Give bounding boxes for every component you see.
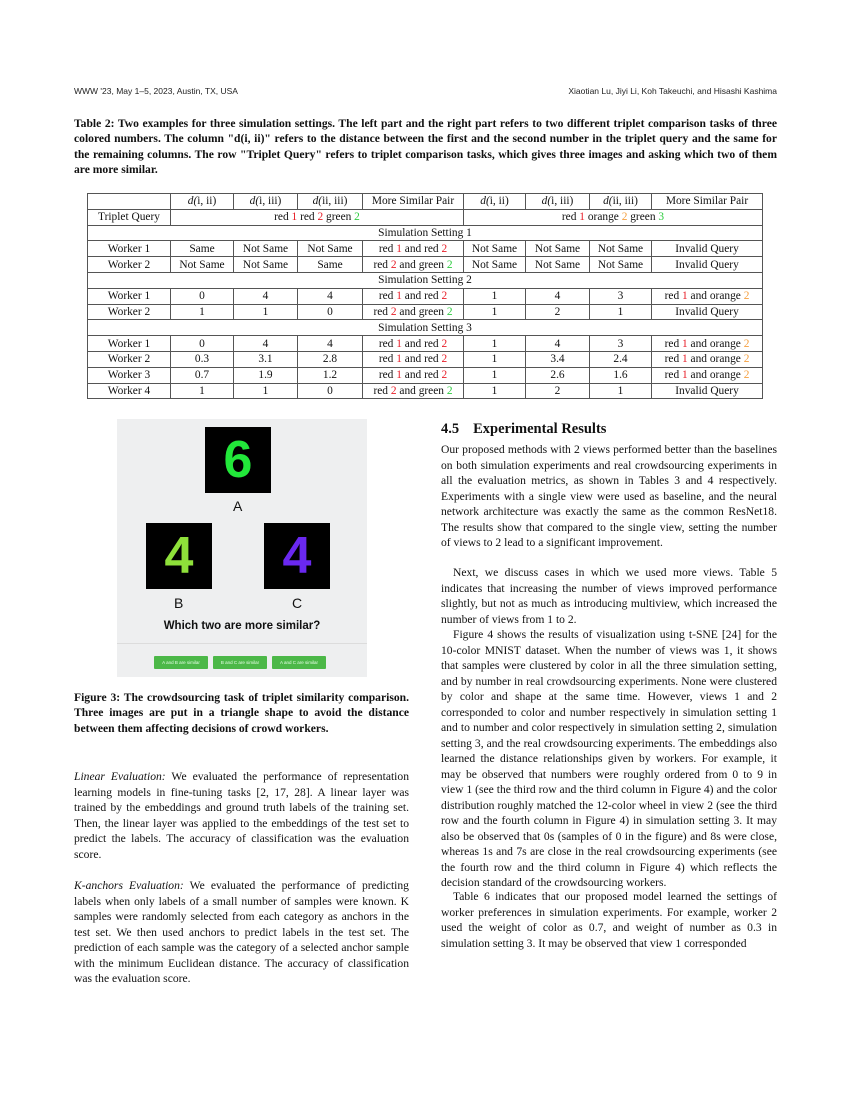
table-caption: Table 2: Two examples for three simulation settings. The left part and the right part refers to two different triplet comparison tasks of three colored numbers. The column "d(i, ii)" refers to the distance between the first and the second number in the triplet query and the same for the remaining columns. The row "Triplet Query" refers to triplet comparison tasks, which gives three images and asking which two of them are more similar. — [74, 117, 777, 177]
pair-text: red — [297, 211, 318, 224]
colored-number: 2 — [441, 353, 448, 366]
table-row — [88, 383, 763, 399]
table-cell — [363, 367, 464, 383]
table-cell — [363, 336, 464, 352]
table-cell: Invalid Query — [652, 383, 763, 399]
pair-text: and orange — [687, 337, 744, 350]
table-cell: Worker 1 — [88, 288, 171, 304]
table-cell: Not Same — [464, 241, 526, 257]
section-number: 4.5 — [441, 421, 460, 437]
pair-text: and orange — [687, 290, 744, 303]
table-row — [88, 336, 763, 352]
section-title: Simulation Setting 3 — [88, 320, 763, 336]
table-cell: 1 — [464, 336, 526, 352]
table-cell: 2 — [526, 304, 590, 320]
pair-text: red — [664, 290, 682, 303]
body-paragraph-2: Next, we discuss cases in which we used more views. Table 5 indicates that increasing the number of views improved performance slightly, but not as much as introducing multiview, which increased the number of views from 1 to 2. — [441, 566, 777, 626]
section-row — [88, 225, 763, 241]
column-header: d(i, ii) — [464, 194, 526, 210]
colored-number: 1 — [291, 211, 298, 224]
table-cell: 1 — [590, 383, 652, 399]
column-header: d(ii, iii) — [590, 194, 652, 210]
linear-evaluation-paragraph — [74, 769, 409, 862]
colored-number: 2 — [390, 305, 397, 318]
body-paragraph-3: Figure 4 shows the results of visualization using t-SNE [24] for the 10-color MNIST dataset. When the number of views was 1, it shows that samples were clustered by color in all the three simulation setting, and by number in real crowdsourcing experiments. None were clustered by color and shape at the same time. However, views 1 and 2 corresponded to color and number respectively in simulation setting 1 and to number and color respectively in simulation setting 2, simulation setting 3, and the real crowdsourcing experiments. The embeddings also learned the distance relationships given by workers. For example, it may be observed that numbers were roughly ordered from 0 to 9 in view 1 (see the third row and the third column in Figure 4) and the color distribution roughly matched the 12-color wheel in view 2 (see the third row and the fourth column in Figure 4) in simulation setting 3. It may also be observed that 0s (samples of 0 in the figure) and 8s were close, whereas 1s and 7s are close in the real crowdsourcing experiments (see the fourth row and the third column in Figure 4) which reflects the decision standard of the crowdsourcing workers. — [441, 628, 777, 889]
table-cell: 3 — [590, 288, 652, 304]
kanchors-text: We evaluated the performance of predicting labels when only labels of a small number of samples were known. K samples were randomly selected from each category as anchors in the test set. We then used anchors to predict labels in the test set. The prediction of each sample was the category of a selected anchor sample with the minimum Euclidean distance. The accuracy of classification was the evaluation score. — [74, 879, 409, 985]
pair-text: red — [378, 337, 397, 350]
ab-similar-button[interactable]: A and B are similar — [154, 656, 208, 669]
linear-evaluation-text: We evaluated the performance of representation learning models in fine-tuning tasks [2, 17, 28]. A linear layer was trained by the embeddings and ground truth labels of the training set. Then, the linear layer was applied to the embeddings of the test set to predict the labels. The accuracy of classification was the evaluation score. — [74, 770, 409, 861]
table-cell: 1.6 — [590, 367, 652, 383]
table-cell: Worker 1 — [88, 336, 171, 352]
table-cell: 0.7 — [171, 367, 234, 383]
pair-text: and green — [396, 384, 447, 397]
pair-text: and orange — [687, 353, 744, 366]
column-header: More Similar Pair — [363, 194, 464, 210]
pair-text: red — [664, 353, 682, 366]
pair-text: red — [373, 305, 391, 318]
table-cell — [363, 241, 464, 257]
table-cell — [652, 336, 763, 352]
colored-number: 2 — [441, 369, 448, 382]
table-cell: 1 — [464, 351, 526, 367]
table-cell: Worker 2 — [88, 304, 171, 320]
table-cell: 1 — [234, 304, 298, 320]
table-cell: 4 — [234, 336, 298, 352]
colored-number: 1 — [682, 290, 688, 303]
column-header: d(i, iii) — [526, 194, 590, 210]
image-a: 6 — [205, 427, 271, 493]
table-cell: Same — [171, 241, 234, 257]
section-title: Simulation Setting 2 — [88, 272, 763, 288]
linear-evaluation-title: Linear Evaluation: — [74, 770, 166, 783]
table-cell: 2.8 — [298, 351, 363, 367]
figure-caption: Figure 3: The crowdsourcing task of triplet similarity comparison. Three images are put in a triangle shape to avoid the distance between them affecting decisions of crowd workers. — [74, 691, 409, 735]
table-cell: 1 — [234, 383, 298, 399]
table-cell: 4 — [298, 288, 363, 304]
table-cell: 1 — [590, 304, 652, 320]
image-c: 4 — [264, 523, 330, 589]
label-a: A — [233, 498, 243, 514]
pair-text: and red — [401, 242, 442, 255]
table-cell: Not Same — [590, 257, 652, 273]
ac-similar-button[interactable]: A and C are similar — [272, 656, 326, 669]
table-cell: Worker 1 — [88, 241, 171, 257]
table-cell: 4 — [526, 288, 590, 304]
table-cell: 1 — [464, 383, 526, 399]
table-cell — [652, 288, 763, 304]
table-cell: 1.2 — [298, 367, 363, 383]
pair-text: red — [373, 258, 391, 271]
table-cell — [652, 351, 763, 367]
pair-text: and green — [396, 258, 447, 271]
pair-text: red — [378, 290, 397, 303]
crowdsourcing-figure — [117, 419, 367, 677]
bc-similar-button[interactable]: B and C are similar — [213, 656, 267, 669]
table-cell: 1 — [171, 304, 234, 320]
colored-number: 2 — [441, 242, 448, 255]
body-paragraph-1: Our proposed methods with 2 views performed better than the baselines on both simulation experiments and real crowdsourcing experiments in all the evaluation metrics, as shown in Tables 3 and 4 respectively. Experiments with a single view were used as baseline, and the neural network architecture was exactly the same as the common ResNet18. The results show that compared to the single view, setting the number of views to 2 lead to a significant improvement. — [441, 443, 777, 549]
table-cell: 1 — [171, 383, 234, 399]
table-cell: 0 — [298, 383, 363, 399]
section-row — [88, 320, 763, 336]
colored-number: 2 — [317, 211, 324, 224]
table-cell: Not Same — [234, 257, 298, 273]
column-header: d(i, ii) — [171, 194, 234, 210]
colored-number: 1 — [396, 290, 402, 303]
colored-number: 1 — [396, 353, 402, 366]
table-cell — [171, 209, 464, 225]
table-cell: 0 — [171, 288, 234, 304]
pair-text: and orange — [687, 369, 744, 382]
table-cell: 1 — [464, 304, 526, 320]
colored-number: 1 — [682, 369, 688, 382]
table-cell: 0.3 — [171, 351, 234, 367]
table-cell: 2 — [526, 383, 590, 399]
table-row — [88, 241, 763, 257]
colored-number: 1 — [682, 353, 688, 366]
label-b: B — [174, 595, 184, 611]
colored-number: 2 — [390, 384, 397, 397]
table-cell: 2.4 — [590, 351, 652, 367]
colored-number: 2 — [446, 384, 453, 397]
section-heading — [441, 421, 606, 438]
table-header-row — [88, 194, 763, 210]
kanchors-paragraph — [74, 878, 409, 987]
table-row — [88, 351, 763, 367]
colored-number: 2 — [354, 211, 360, 224]
colored-number: 1 — [396, 242, 402, 255]
table-cell: 4 — [526, 336, 590, 352]
pair-text: red — [664, 369, 682, 382]
colored-number: 2 — [441, 337, 448, 350]
pair-text: red — [378, 369, 397, 382]
section-row — [88, 272, 763, 288]
table-cell — [363, 257, 464, 273]
colored-number: 1 — [396, 337, 402, 350]
column-header — [88, 194, 171, 210]
colored-number: 2 — [743, 353, 750, 366]
table-cell: Worker 2 — [88, 351, 171, 367]
pair-text: red — [561, 211, 580, 224]
table-cell — [652, 367, 763, 383]
triplet-query-label: Triplet Query — [88, 209, 171, 225]
pair-text: green — [323, 211, 355, 224]
table-cell: 2.6 — [526, 367, 590, 383]
table-cell: Invalid Query — [652, 304, 763, 320]
table-cell: Same — [298, 257, 363, 273]
body-paragraph-4: Table 6 indicates that our proposed model learned the settings of worker preferences in simulation experiments. For example, worker 2 used the weight of color as 0.7, and weight of number as 0.3 in simulation setting 3. It may be observed that view 1 corresponded — [441, 890, 777, 950]
table-cell: 0 — [171, 336, 234, 352]
running-header-right: Xiaotian Lu, Jiyi Li, Koh Takeuchi, and Hisashi Kashima — [568, 86, 777, 96]
pair-text: red — [274, 211, 292, 224]
table-cell: Not Same — [590, 241, 652, 257]
table-cell: Not Same — [526, 257, 590, 273]
pair-text: and red — [401, 353, 442, 366]
table-row — [88, 304, 763, 320]
table-cell: Not Same — [234, 241, 298, 257]
table-cell — [363, 383, 464, 399]
table-cell: Not Same — [464, 257, 526, 273]
colored-number: 2 — [621, 211, 628, 224]
colored-number: 2 — [743, 337, 750, 350]
table-row — [88, 288, 763, 304]
triplet-query-row — [88, 209, 763, 225]
table-cell: 3 — [590, 336, 652, 352]
table-cell — [363, 304, 464, 320]
pair-text: and red — [401, 369, 442, 382]
column-header: More Similar Pair — [652, 194, 763, 210]
table-cell: Not Same — [526, 241, 590, 257]
colored-number: 1 — [579, 211, 585, 224]
table-cell: Not Same — [171, 257, 234, 273]
table-row — [88, 257, 763, 273]
colored-number: 1 — [682, 337, 688, 350]
table-cell: Worker 2 — [88, 257, 171, 273]
table-cell: 1 — [464, 367, 526, 383]
pair-text: red — [664, 337, 682, 350]
table-cell: 1 — [464, 288, 526, 304]
running-header-left: WWW '23, May 1–5, 2023, Austin, TX, USA — [74, 86, 238, 96]
table-cell: 4 — [298, 336, 363, 352]
colored-number: 2 — [743, 369, 750, 382]
pair-text: red — [378, 242, 397, 255]
table-cell: Invalid Query — [652, 241, 763, 257]
column-header: d(ii, iii) — [298, 194, 363, 210]
pair-text: and green — [396, 305, 447, 318]
pair-text: red — [373, 384, 391, 397]
table-cell: Invalid Query — [652, 257, 763, 273]
image-b: 4 — [146, 523, 212, 589]
column-header: d(i, iii) — [234, 194, 298, 210]
colored-number: 1 — [396, 369, 402, 382]
results-table — [87, 193, 763, 399]
colored-number: 3 — [658, 211, 665, 224]
kanchors-title: K-anchors Evaluation: — [74, 879, 184, 892]
colored-number: 2 — [446, 305, 453, 318]
question-text: Which two are more similar? — [163, 620, 321, 632]
divider — [117, 643, 367, 644]
pair-text: green — [627, 211, 659, 224]
table-cell: 3.1 — [234, 351, 298, 367]
section-title: Experimental Results — [473, 421, 607, 437]
colored-number: 2 — [390, 258, 397, 271]
table-cell: 3.4 — [526, 351, 590, 367]
section-title: Simulation Setting 1 — [88, 225, 763, 241]
table-cell — [464, 209, 763, 225]
colored-number: 2 — [446, 258, 453, 271]
colored-number: 2 — [743, 290, 750, 303]
pair-text: and red — [401, 290, 442, 303]
table-cell: 0 — [298, 304, 363, 320]
table-cell: 1.9 — [234, 367, 298, 383]
table-cell: Not Same — [298, 241, 363, 257]
pair-text: and red — [401, 337, 442, 350]
table-cell: Worker 4 — [88, 383, 171, 399]
table-cell — [363, 288, 464, 304]
table-cell — [363, 351, 464, 367]
table-cell: 4 — [234, 288, 298, 304]
pair-text: red — [378, 353, 397, 366]
table-row — [88, 367, 763, 383]
colored-number: 2 — [441, 290, 448, 303]
label-c: C — [292, 595, 303, 611]
pair-text: orange — [585, 211, 622, 224]
table-cell: Worker 3 — [88, 367, 171, 383]
